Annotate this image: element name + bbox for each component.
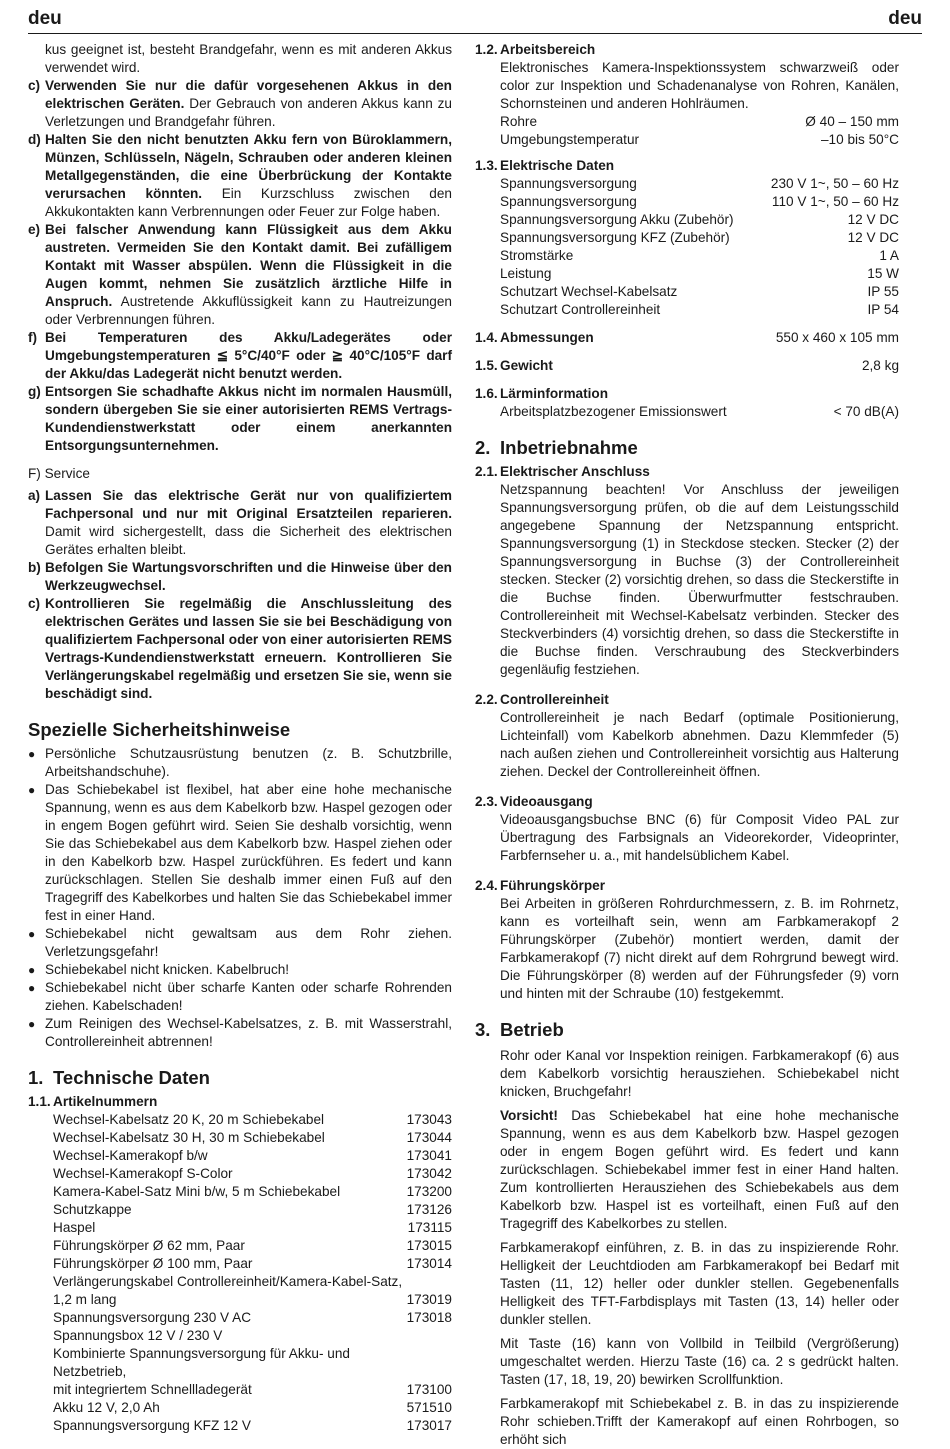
article-list <box>28 1111 452 1435</box>
article-numbers-heading: 1.1. Artikelnummern <box>28 1094 158 1109</box>
item-text <box>45 383 452 455</box>
article-row <box>28 1345 452 1381</box>
item-label: g) <box>28 384 41 399</box>
spec-label: Leistung <box>500 266 552 281</box>
bullet-text: Das Schiebekabel ist flexibel, hat aber eine hohe mechanische Spannung, wenn es aus dem Kabelkorb bzw. Haspel gezogen oder in engem Bogen geführt wird. Seien Sie deshalb vorsichtig, wenn Sie das Schiebekabel aus dem Kabelkorb bzw. Haspel ziehen oder in den Kabelkorb bzw. Haspel zurückführen. Es federt und kann zurückschlagen. Stellen Sie deshalb immer einen Fuß auf den Tragegriff des Kabelkorbes und halten Sie das Schiebekabel immer fest in einer Hand. <box>45 782 452 923</box>
dimensions-value: 550 x 460 x 105 mm <box>775 330 899 345</box>
intro-text: kus geeignet ist, besteht Brandgefahr, wenn es mit anderen Akkus verwendet wird. <box>45 42 452 75</box>
service-item <box>28 559 452 595</box>
spec-row <box>475 193 899 211</box>
article-name: Spannungsbox 12 V / 230 V <box>53 1328 223 1343</box>
item-text <box>45 595 452 703</box>
item-label: b) <box>28 560 41 575</box>
spec-value: –10 bis 50°C <box>821 132 899 147</box>
section-1-4-row: 1.4. Abmessungen 550 x 460 x 105 mm <box>475 330 899 345</box>
right-column <box>475 41 899 1449</box>
article-name: Kamera-Kabel-Satz Mini b/w, 5 m Schiebekabel <box>53 1184 341 1199</box>
article-row <box>28 1129 452 1147</box>
item-text <box>45 559 452 595</box>
article-number: 173018 <box>406 1310 452 1325</box>
safety-item <box>28 221 452 329</box>
section-2-2-text: Controllereinheit je nach Bedarf (optimale Positionierung, Lichteinfall) vom Kabelkorb abnehmen. Dazu Klemmfeder (5) nach außen ziehen und Controllereinheit vorsichtig aus Halterung ziehen. Deckel der Controllereinheit öffnen. <box>500 710 899 779</box>
bullet-text: Schiebekabel nicht gewaltsam aus dem Rohr ziehen. Verletzungsgefahr! <box>45 926 452 959</box>
item-bold-text: Bei Temperaturen des Akku/Ladegerätes oder Umgebungstemperaturen ≦ 5°C/40°F oder ≧ 40°C/105°F darf der Akku/das Ladegerät nicht benutzt werden. <box>45 330 452 381</box>
article-name: Führungskörper Ø 62 mm, Paar <box>53 1238 245 1253</box>
service-item <box>28 487 452 559</box>
article-row <box>28 1111 452 1129</box>
spec-row <box>475 265 899 283</box>
item-bold-text: Entsorgen Sie schadhafte Akkus nicht im normalen Hausmüll, sondern übergeben Sie sie einer autorisierten REMS Vertrags-Kundendienstwerkstatt oder einem anerkannten Entsorgungsunternehmen. <box>45 384 452 453</box>
special-safety-list <box>28 745 452 1051</box>
bullet-icon: ● <box>28 783 36 797</box>
spec-row <box>475 131 899 149</box>
article-name: Wechsel-Kabelsatz 20 K, 20 m Schiebekabel <box>53 1112 325 1127</box>
article-row <box>28 1237 452 1255</box>
item-bold-text: Bei falscher Anwendung kann Flüssigkeit aus dem Akku austreten. Vermeiden Sie den Kontakt damit. Bei zufälligem Kontakt mit Wasser abspülen. Wenn die Flüssigkeit in die Augen kommt, nehmen Sie zusätzlich ärztliche Hilfe in Anspruch. <box>45 222 452 309</box>
weight-value: 2,8 kg <box>861 358 899 373</box>
bullet-item <box>28 979 452 1015</box>
article-number: 173041 <box>406 1148 452 1163</box>
item-bold-text: Verwenden Sie nur die dafür vorgesehenen Akkus in den elektrischen Geräten. <box>45 78 452 111</box>
bullet-item <box>28 745 452 781</box>
language-code-left: deu <box>28 8 62 29</box>
spec-row <box>475 283 899 301</box>
item-bold-text: Kontrollieren Sie regelmäßig die Anschlussleitung des elektrischen Gerätes und lassen Sie sie bei Beschädigung von qualifiziertem Fachpersonal oder von einer autorisierten REMS Vertrags-Kundendienstwerkstatt erneuern. Kontrollieren Sie Verlängerungskabel regelmäßig und ersetzen Sie sie, wenn sie beschädigt sind. <box>45 596 452 701</box>
spec-label: Spannungsversorgung <box>500 176 637 191</box>
bullet-icon: ● <box>28 747 36 761</box>
spec-value: 12 V DC <box>847 230 899 245</box>
spec-value: IP 54 <box>867 302 899 317</box>
item-label: a) <box>28 488 41 503</box>
item-bold-text: Befolgen Sie Wartungsvorschriften und die Hinweise über den Werkzeugwechsel. <box>45 560 452 593</box>
bullet-item <box>28 961 452 979</box>
item-label: c) <box>28 78 41 93</box>
spec-row <box>475 211 899 229</box>
section-2-4-text: Bei Arbeiten in größeren Rohrdurchmessern, z. B. im Rohrnetz, kann es vorteilhaft sein, wenn am Farbkamerakopf 2 Führungskörper (Zubehör) montiert werden, damit der Farbkamerakopf (7) nicht direkt auf dem Rohrgrund bewegt wird. Die Führungskörper (8) werden auf der Führungsfeder (9) vorn und hinten mit der Schraube (10) festgekemmt. <box>500 896 899 1001</box>
operation-paragraph-4: Mit Taste (16) kann von Vollbild in Teilbild (Vergrößerung) umgeschaltet werden. Hierzu Taste (16) ca. 2 s gedrückt halten. Tasten (17, 18, 19, 20) bewirken Scrollfunktion. <box>500 1336 899 1387</box>
article-row <box>28 1219 452 1237</box>
spec-row <box>475 403 899 421</box>
article-number: 173015 <box>406 1238 452 1253</box>
spec-row <box>475 229 899 247</box>
safety-item <box>28 131 452 221</box>
item-plain-text: Damit wird sichergestellt, dass die Sicherheit des elektrischen Gerätes erhalten bleibt. <box>45 524 452 557</box>
article-row <box>28 1327 452 1345</box>
spec-label: Spannungsversorgung KFZ (Zubehör) <box>500 230 730 245</box>
article-name: Akku 12 V, 2,0 Ah <box>53 1400 160 1415</box>
section-2-3-text: Videoausgangsbuchse BNC (6) für Composit Video PAL zur Übertragung des Farbsignals an Videorekorder, Videoprinter, Farbfernseher u. a., mit handelsüblichem Kabel. <box>500 812 899 863</box>
tech-data-heading: 1. Technische Daten <box>28 1067 210 1088</box>
article-name: mit integriertem Schnellladegerät <box>53 1382 252 1397</box>
section-1-2-heading: 1.2. Arbeitsbereich <box>475 42 596 57</box>
spec-label: Schutzart Wechsel-Kabelsatz <box>500 284 678 299</box>
spec-row <box>475 301 899 319</box>
left-column <box>28 41 452 1435</box>
operation-paragraph-3: Farbkamerakopf einführen, z. B. in das zu inspizierende Rohr. Helligkeit der Leuchtdioden am Farbkamerakopf bei Bedarf mit Tasten (11, 12) heller oder dunkler stellen. Gegebenenfalls Helligkeit des TFT-Farbdisplays mit Tasten (13, 14) heller oder dunkler stellen. <box>500 1240 899 1327</box>
noise-table <box>475 403 899 421</box>
section-2-1-heading: 2.1. Elektrischer Anschluss <box>475 464 650 479</box>
section-2-4-heading: 2.4. Führungskörper <box>475 878 605 893</box>
bullet-icon: ● <box>28 927 36 941</box>
spec-label: Arbeitsplatzbezogener Emissionswert <box>500 404 727 419</box>
article-number <box>406 1345 452 1381</box>
article-row <box>28 1183 452 1201</box>
section-1-3-heading: 1.3. Elektrische Daten <box>475 158 615 173</box>
work-range-table <box>475 113 899 149</box>
spec-value: < 70 dB(A) <box>833 404 899 419</box>
safety-item <box>28 77 452 131</box>
article-row <box>28 1273 452 1291</box>
article-name: Verlängerungskabel Controllereinheit/Kamera-Kabel-Satz, <box>53 1274 403 1289</box>
safety-item <box>28 383 452 455</box>
spec-value: 12 V DC <box>847 212 899 227</box>
article-name: Spannungsversorgung KFZ 12 V <box>53 1418 251 1433</box>
language-code-right: deu <box>888 8 922 29</box>
article-number <box>406 1327 452 1345</box>
spec-label: Umgebungstemperatur <box>500 132 640 147</box>
spec-value: IP 55 <box>867 284 899 299</box>
spec-row <box>475 175 899 193</box>
spec-row <box>475 247 899 265</box>
article-number: 173017 <box>406 1418 452 1433</box>
article-row <box>28 1417 452 1435</box>
bullet-item <box>28 925 452 961</box>
section-1-5-row: 1.5. Gewicht 2,8 kg <box>475 358 899 373</box>
spec-label: Schutzart Controllereinheit <box>500 302 661 317</box>
bullet-icon: ● <box>28 981 36 995</box>
item-label: f) <box>28 330 38 345</box>
bullet-text: Persönliche Schutzausrüstung benutzen (z. B. Schutzbrille, Arbeitshandschuhe). <box>45 746 452 779</box>
item-text <box>45 131 452 221</box>
article-name: Wechsel-Kamerakopf S-Color <box>53 1166 233 1181</box>
item-plain-text: Austretende Akkuflüssigkeit kann zu Hautreizungen oder Verbrennungen führen. <box>45 294 452 327</box>
section-2-3-heading: 2.3. Videoausgang <box>475 794 593 809</box>
article-name: Kombinierte Spannungsversorgung für Akku- und Netzbetrieb, <box>53 1346 350 1379</box>
spec-label: Spannungsversorgung Akku (Zubehör) <box>500 212 734 227</box>
operation-paragraph-1: Rohr oder Kanal vor Inspektion reinigen. Farbkamerakopf (6) aus dem Kabelkorb vorsichtig herausziehen. Schiebekabel nicht knicken, Bruchgefahr! <box>500 1048 899 1099</box>
item-label: c) <box>28 596 41 611</box>
article-name: Spannungsversorgung 230 V AC <box>53 1310 252 1325</box>
service-heading: F) Service <box>28 466 90 481</box>
section-2-1-text: Netzspannung beachten! Vor Anschluss der jeweiligen Spannungsversorgung prüfen, ob die auf dem Leistungsschild angegebene Spannung der Netzspannung entspricht. Spannungsversorgung (1) in Steckdose stecken. Stecker (2) der Spannungsversorgung in Buchse (3) der Controllereinheit stecken. Stecker (2) vorsichtig drehen, so dass die Steckerstifte in die Buchse finden. Überwurfmutter festschrauben. Controllereinheit mit Wechsel-Kabelsatz verbinden. Stecker des Steckverbinders (4) vorsichtig drehen, so dass die Steckerstifte in die Buchse finden. Verschraubung des Steckverbinders gegenläufig festziehen. <box>500 482 899 677</box>
safety-list <box>28 77 452 455</box>
bullet-text: Schiebekabel nicht knicken. Kabelbruch! <box>45 962 290 977</box>
article-name: Wechsel-Kamerakopf b/w <box>53 1148 208 1163</box>
section-1-6-heading: 1.6. Lärminformation <box>475 386 608 401</box>
bullet-icon: ● <box>28 963 36 977</box>
item-text <box>45 487 452 559</box>
commissioning-heading: 2. Inbetriebnahme <box>475 437 638 458</box>
bullet-text: Zum Reinigen des Wechsel-Kabelsatzes, z. B. mit Wasserstrahl, Controllereinheit abtrennen! <box>45 1016 452 1049</box>
article-number: 173044 <box>406 1130 452 1145</box>
item-text <box>45 329 452 383</box>
safety-item <box>28 329 452 383</box>
section-2-2-heading: 2.2. Controllereinheit <box>475 692 609 707</box>
spec-value: 230 V 1~, 50 – 60 Hz <box>770 176 899 191</box>
article-row <box>28 1309 452 1327</box>
article-number: 173115 <box>407 1220 452 1235</box>
bullet-item <box>28 1015 452 1051</box>
article-number: 173100 <box>406 1382 452 1397</box>
article-number: 173200 <box>406 1184 452 1199</box>
article-name: 1,2 m lang <box>53 1292 117 1307</box>
item-bold-text: Lassen Sie das elektrische Gerät nur von qualifiziertem Fachpersonal und nur mit Original Ersatzteilen reparieren. <box>45 488 452 521</box>
service-item <box>28 595 452 703</box>
item-text <box>45 221 452 329</box>
article-number: 173126 <box>406 1202 452 1217</box>
article-row <box>28 1291 452 1309</box>
article-row <box>28 1399 452 1417</box>
service-list <box>28 487 452 703</box>
article-number: 173019 <box>406 1292 452 1307</box>
spec-value: 1 A <box>879 248 899 263</box>
article-row <box>28 1381 452 1399</box>
article-name: Haspel <box>53 1220 96 1235</box>
spec-value: 110 V 1~, 50 – 60 Hz <box>771 194 899 209</box>
section-1-2-text: Elektronisches Kamera-Inspektionssystem schwarzweiß oder color zur Inspektion und Schadenanalyse von Rohren, Kanälen, Schornsteinen und anderen Hohlräumen. <box>500 60 899 111</box>
article-name: Wechsel-Kabelsatz 30 H, 30 m Schiebekabel <box>53 1130 325 1145</box>
operation-paragraph-2: Vorsicht! Das Schiebekabel hat eine hohe mechanische Spannung, wenn es aus dem Kabelkorb bzw. Haspel gezogen oder in engem Bogen geführt wird. Es federt und kann zurückschlagen. Schiebekabel immer fest in einer Hand halten. Zum kontrollierten Herausziehen des Schiebekabels aus dem Kabelkorb bzw. Haspel ist es vorteilhaft, einen Fuß auf den Tragegriff des Kabelkorbes zu stellen. <box>500 1108 899 1231</box>
item-plain-text: Ein Kurzschluss zwischen den Akkukontakten kann Verbrennungen oder Feuer zur Folge haben. <box>45 186 452 219</box>
item-text <box>45 77 452 131</box>
spec-value: 15 W <box>867 266 899 281</box>
article-number: 173014 <box>406 1256 452 1271</box>
operation-paragraph-5: Farbkamerakopf mit Schiebekabel z. B. in das zu inspizierende Rohr schieben.Trifft der Kamerakopf auf einen Rohrbogen, so erhöht sich <box>500 1396 899 1447</box>
bullet-text: Schiebekabel nicht über scharfe Kanten oder scharfe Rohrenden ziehen. Kabelschaden! <box>45 980 452 1013</box>
spec-row <box>475 113 899 131</box>
item-bold-text: Halten Sie den nicht benutzten Akku fern von Büroklammern, Münzen, Schlüsseln, Nägeln, Schrauben oder anderen kleinen Metallgegenständen, die eine Überbrückung der Kontakte verursachen könnten. <box>45 132 452 201</box>
article-number: 173042 <box>406 1166 452 1181</box>
operation-heading: 3. Betrieb <box>475 1019 564 1040</box>
spec-label: Rohre <box>500 114 538 129</box>
article-row <box>28 1255 452 1273</box>
item-plain-text: Der Gebrauch von anderen Akkus kann zu Verletzungen und Brandgefahr führen. <box>45 96 452 129</box>
article-number: 173043 <box>406 1112 452 1127</box>
header-rule <box>28 33 922 34</box>
article-name: Schutzkappe <box>53 1202 132 1217</box>
item-label: e) <box>28 222 41 237</box>
electrical-data-table <box>475 175 899 319</box>
spec-label: Stromstärke <box>500 248 574 263</box>
bullet-icon: ● <box>28 1017 36 1031</box>
special-safety-heading: Spezielle Sicherheitshinweise <box>28 719 291 740</box>
article-number <box>406 1273 452 1291</box>
article-name: Führungskörper Ø 100 mm, Paar <box>53 1256 253 1271</box>
spec-label: Spannungsversorgung <box>500 194 637 209</box>
bullet-item <box>28 781 452 925</box>
article-row <box>28 1147 452 1165</box>
article-row <box>28 1165 452 1183</box>
article-number: 571510 <box>406 1400 452 1415</box>
spec-value: Ø 40 – 150 mm <box>805 114 899 129</box>
item-label: d) <box>28 132 41 147</box>
article-row <box>28 1201 452 1219</box>
